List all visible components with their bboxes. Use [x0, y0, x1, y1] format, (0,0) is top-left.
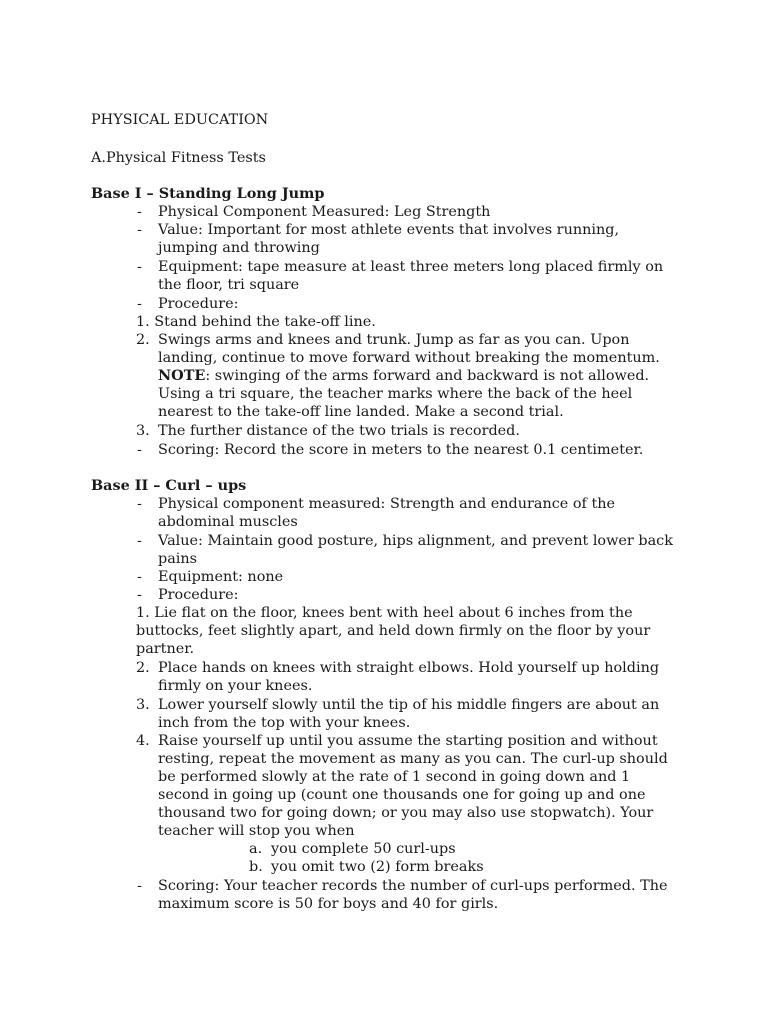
base1-value-line2: jumping and throwing — [158, 240, 320, 256]
base2-scoring-line2: maximum score is 50 for boys and 40 for girls. — [158, 896, 499, 912]
base1-step2-line1: Swings arms and knees and trunk. Jump as far as you can. Upon — [158, 332, 630, 348]
base2-step4-line3: be performed slowly at the rate of 1 second in going down and 1 — [158, 769, 631, 785]
bullet-dash: - — [137, 533, 142, 549]
base1-scoring: Scoring: Record the score in meters to the nearest 0.1 centimeter. — [158, 442, 644, 458]
base2-scoring-line1: Scoring: Your teacher records the number of curl-ups performed. The — [158, 878, 668, 894]
base1-equipment-line2: the floor, tri square — [158, 277, 300, 293]
base2-step4-line1: Raise yourself up until you assume the starting position and without — [158, 733, 658, 749]
base1-procedure-label: Procedure: — [158, 296, 239, 312]
base2-equipment: Equipment: none — [158, 569, 284, 585]
base2-heading: Base II – Curl – ups — [91, 477, 247, 494]
bullet-dash: - — [137, 259, 142, 275]
bullet-dash: - — [137, 442, 142, 458]
base1-component: Physical Component Measured: Leg Strength — [158, 204, 491, 220]
base2-step1-line2: buttocks, feet slightly apart, and held down firmly on the floor by your — [136, 623, 651, 639]
base2-step4-number: 4. — [136, 733, 150, 749]
base2-procedure-label: Procedure: — [158, 587, 239, 603]
note-label: NOTE — [158, 367, 206, 384]
base1-step1: 1. Stand behind the take-off line. — [136, 314, 376, 330]
base1-heading: Base I – Standing Long Jump — [91, 185, 325, 202]
base2-step1-line3: partner. — [136, 641, 195, 657]
base2-step4-line2: resting, repeat the movement as many as you can. The curl-up should — [158, 751, 668, 767]
base2-step3-line1: Lower yourself slowly until the tip of his middle fingers are about an — [158, 697, 660, 713]
base2-step2-line1: Place hands on knees with straight elbows. Hold yourself up holding — [158, 660, 660, 676]
base2-sub-b-label: b. — [249, 859, 263, 875]
base1-equipment-line1: Equipment: tape measure at least three meters long placed firmly on — [158, 259, 664, 275]
bullet-dash: - — [137, 204, 142, 220]
base2-step3-line2: inch from the top with your knees. — [158, 715, 411, 731]
base2-step1-line1: 1. Lie flat on the floor, knees bent with heel about 6 inches from the — [136, 605, 633, 621]
base1-step2-line5: nearest to the take-off line landed. Make a second trial. — [158, 404, 564, 420]
base2-step4-line6: teacher will stop you when — [158, 823, 355, 839]
base2-step2-line2: firmly on your knees. — [158, 678, 313, 694]
section-heading: A.Physical Fitness Tests — [91, 150, 266, 166]
base1-value-line1: Value: Important for most athlete events that involves running, — [158, 222, 620, 238]
document-title: PHYSICAL EDUCATION — [91, 112, 269, 128]
base2-step3-number: 3. — [136, 697, 150, 713]
base1-step2-number: 2. — [136, 332, 150, 348]
base2-sub-a: you complete 50 curl-ups — [271, 841, 456, 857]
base2-value-line2: pains — [158, 551, 198, 567]
base2-value-line1: Value: Maintain good posture, hips alignment, and prevent lower back — [158, 533, 673, 549]
base1-step2-line4: Using a tri square, the teacher marks where the back of the heel — [158, 386, 633, 402]
base2-sub-a-label: a. — [249, 841, 263, 857]
base1-step3: The further distance of the two trials is recorded. — [158, 423, 520, 439]
bullet-dash: - — [137, 587, 142, 603]
bullet-dash: - — [137, 222, 142, 238]
bullet-dash: - — [137, 878, 142, 894]
base2-component-line2: abdominal muscles — [158, 514, 298, 530]
bullet-dash: - — [137, 496, 142, 512]
bullet-dash: - — [137, 569, 142, 585]
base1-step2-line2: landing, continue to move forward without breaking the momentum. — [158, 350, 660, 366]
base1-step3-number: 3. — [136, 423, 150, 439]
base2-step4-line5: thousand two for going down; or you may also use stopwatch). Your — [158, 805, 654, 821]
base2-step4-line4: second in going up (count one thousands one for going up and one — [158, 787, 646, 803]
base2-component-line1: Physical component measured: Strength and endurance of the — [158, 496, 616, 512]
note-text: : swinging of the arms forward and backward is not allowed. — [205, 368, 650, 384]
base2-step2-number: 2. — [136, 660, 150, 676]
base2-sub-b: you omit two (2) form breaks — [271, 859, 484, 875]
base1-note-line — [158, 367, 649, 385]
bullet-dash: - — [137, 296, 142, 312]
